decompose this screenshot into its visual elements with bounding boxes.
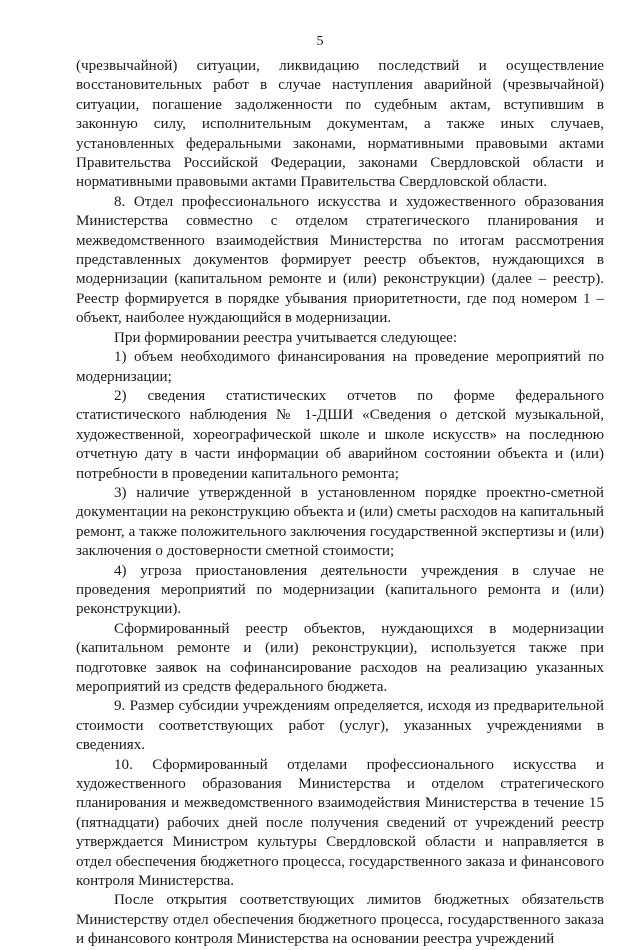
paragraph-after-limits: После открытия соответствующих лимитов бюджетных обязательств Министерству отдел обеспечения бюджетного процесса, государственного заказа и финансового контроля Министерства на основании реестра учреждений (76, 892, 604, 948)
paragraph-registry-usage: Сформированный реестр объектов, нуждающихся в модернизации (капитальном ремонте и (или) реконструкции), используется также при подготовке заявок на софинансирование расходов на реализацию указанных мероприятий из средств федерального бюджета. (76, 620, 604, 695)
paragraph-criterion-3: 3) наличие утвержденной в установленном порядке проектно-сметной документации на реконструкцию объекта и (или) сметы расходов на капитальный ремонт, а также положительного заключения государственной экспертизы и (или) заключения о достоверности сметной стоимости; (76, 484, 604, 560)
page-number: 5 (316, 34, 324, 49)
paragraph-criterion-4: 4) угроза приостановления деятельности учреждения в случае не проведения мероприятий по модернизации (капитального ремонта и (или) реконструкции). (76, 562, 604, 618)
paragraph-item-10: 10. Сформированный отделами профессионального искусства и художественного образования Министерства и отделом стратегического планирования и межведомственного взаимодействия Министерства в течение 15 (пятнадцати) рабочих дней после получения сведений от учреждений реестр утверждается Министром культуры Свердловской области и направляется в отдел обеспечения бюджетного процесса, государственного заказа и финансового контроля Министерства. (76, 756, 604, 890)
paragraph-criterion-1: 1) объем необходимого финансирования на проведение мероприятий по модернизации; (76, 349, 604, 385)
paragraph-item-9: 9. Размер субсидии учреждениям определяется, исходя из предварительной стоимости соответствующих работ (услуг), указанных учреждениями в сведениях. (76, 698, 604, 754)
paragraph-criterion-2: 2) сведения статистических отчетов по форме федерального статистического наблюдения № 1-ДШИ «Сведения о детской музыкальной, художественной, хореографической школе и школе искусств» на последнюю отчетную дату в части информации об аварийном состоянии объекта и (или) потребности в проведении капитального ремонта; (76, 387, 604, 482)
document-body (76, 57, 604, 950)
paragraph-item-8: 8. Отдел профессионального искусства и художественного образования Министерства совместно с отделом стратегического планирования и межведомственного взаимодействия Министерства по итогам рассмотрения представленных документов формирует реестр объектов, нуждающихся в модернизации (капитальном ремонте и (или) реконструкции) (далее – реестр). Реестр формируется в порядке убывания приоритетности, где под номером 1 – объект, наиболее нуждающийся в модернизации. (76, 193, 604, 327)
paragraph-registry-criteria-intro: При формировании реестра учитывается следующее: (114, 329, 458, 346)
paragraph-continuation: (чрезвычайной) ситуации, ликвидацию последствий и осуществление восстановительных работ в случае наступления аварийной (чрезвычайной) ситуации, погашение задолженности по судебным актам, вступившим в законную силу, исполнительным документам, а также иных случаев, установленных федеральными законами, нормативными правовыми актами Правительства Российской Федерации, законами Свердловской области и нормативными правовыми актами Правительства Свердловской области. (76, 58, 604, 191)
